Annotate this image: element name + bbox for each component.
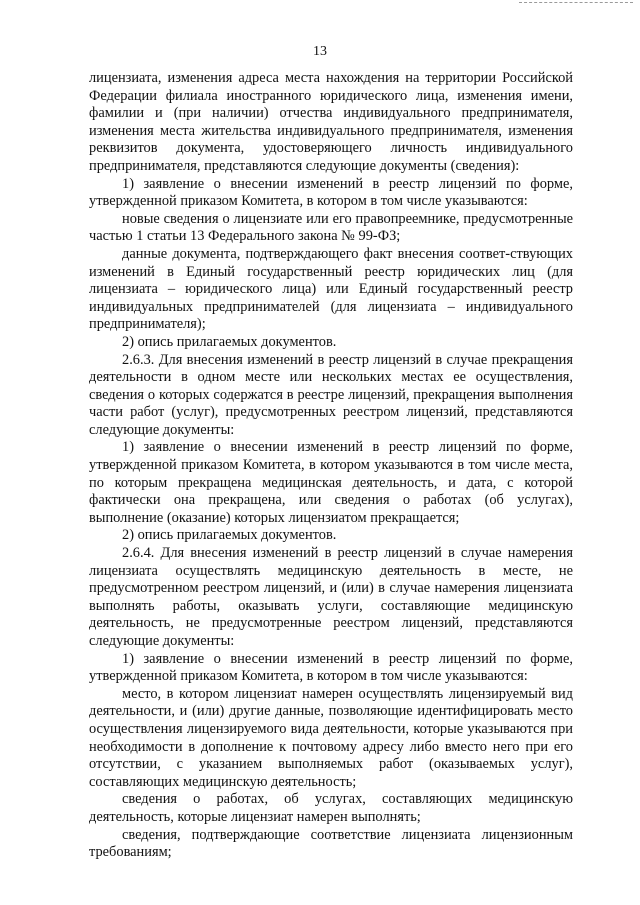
paragraph: 2) опись прилагаемых документов. (122, 527, 337, 544)
paragraph: 1) заявление о внесении изменений в реестр лицензий по форме, утвержденной приказом Комитета, в котором указываются в том числе места, по которым прекращена медицинская деятельность, и дата, с которой фактически она прекращена, или сведения о работах (об услугах), выполнение (оказание) которых лицензиатом прекращается; (89, 439, 573, 526)
paragraph: данные документа, подтверждающего факт внесения соответ-ствующих изменений в Единый государственный реестр юридических лиц (для лицензиата – юридического лица) или Единый государственный реестр индивидуальных предпринимателей (для лицензиата – индивидуального предпринимателя); (89, 245, 573, 333)
paragraph: 2.6.4. Для внесения изменений в реестр лицензий в случае намерения лицензиата осуществлять медицинскую деятельность в месте, не предусмотренном реестром лицензий, и (или) в случае намерения лицензиата выполнять работы, оказывать услуги, составляющие медицинскую деятельность, не предусмотренные реестром лицензий, представляются следующие документы: (89, 545, 573, 649)
paragraph: новые сведения о лицензиате или его правопреемнике, предусмотренные частью 1 статьи 13 Федерального закона № 99-ФЗ; (89, 210, 573, 245)
paragraph: место, в котором лицензиат намерен осуществлять лицензируемый вид деятельности, и (или) другие данные, позволяющие идентифицировать место осуществления лицензируемого вида деятельности, которые указываются при необходимости в дополнение к почтовому адресу либо вместо него при его отсутствии, с указанием выполняемых работ (оказываемых услуг), составляющих медицинскую деятельность; (89, 685, 573, 790)
paragraph: 1) заявление о внесении изменений в реестр лицензий по форме, утвержденной приказом Комитета, в котором в том числе указываются: (89, 175, 573, 210)
paragraph: 1) заявление о внесении изменений в реестр лицензий по форме, утвержденной приказом Комитета, в котором в том числе указываются: (89, 650, 573, 685)
paragraph: сведения о работах, об услугах, составляющих медицинскую деятельность, которые лицензиат намерен выполнять; (89, 791, 573, 825)
paragraph: 2.6.3. Для внесения изменений в реестр лицензий в случае прекращения деятельности в одном месте или нескольких местах ее осуществления, сведения о которых содержатся в реестре лицензий, прекращения выполнения части работ (услуг), предусмотренных реестром лицензий, представляются следующие документы: (89, 351, 573, 438)
paragraph: сведения, подтверждающие соответствие лицензиата лицензионным требованиям; (89, 826, 573, 861)
page-number: 13 (313, 44, 327, 59)
document-body (89, 70, 573, 862)
top-edge-line (519, 2, 633, 3)
paragraph: лицензиата, изменения адреса места нахождения на территории Российской Федерации филиала иностранного юридического лица, изменения имени, фамилии и (при наличии) отчества индивидуального предпринимателя, изменения места жительства индивидуального предпринимателя, изменения реквизитов документа, удостоверяющего личность индивидуального предпринимателя, представляются следующие документы (сведения): (89, 70, 573, 174)
paragraph: 2) опись прилагаемых документов. (122, 333, 337, 350)
